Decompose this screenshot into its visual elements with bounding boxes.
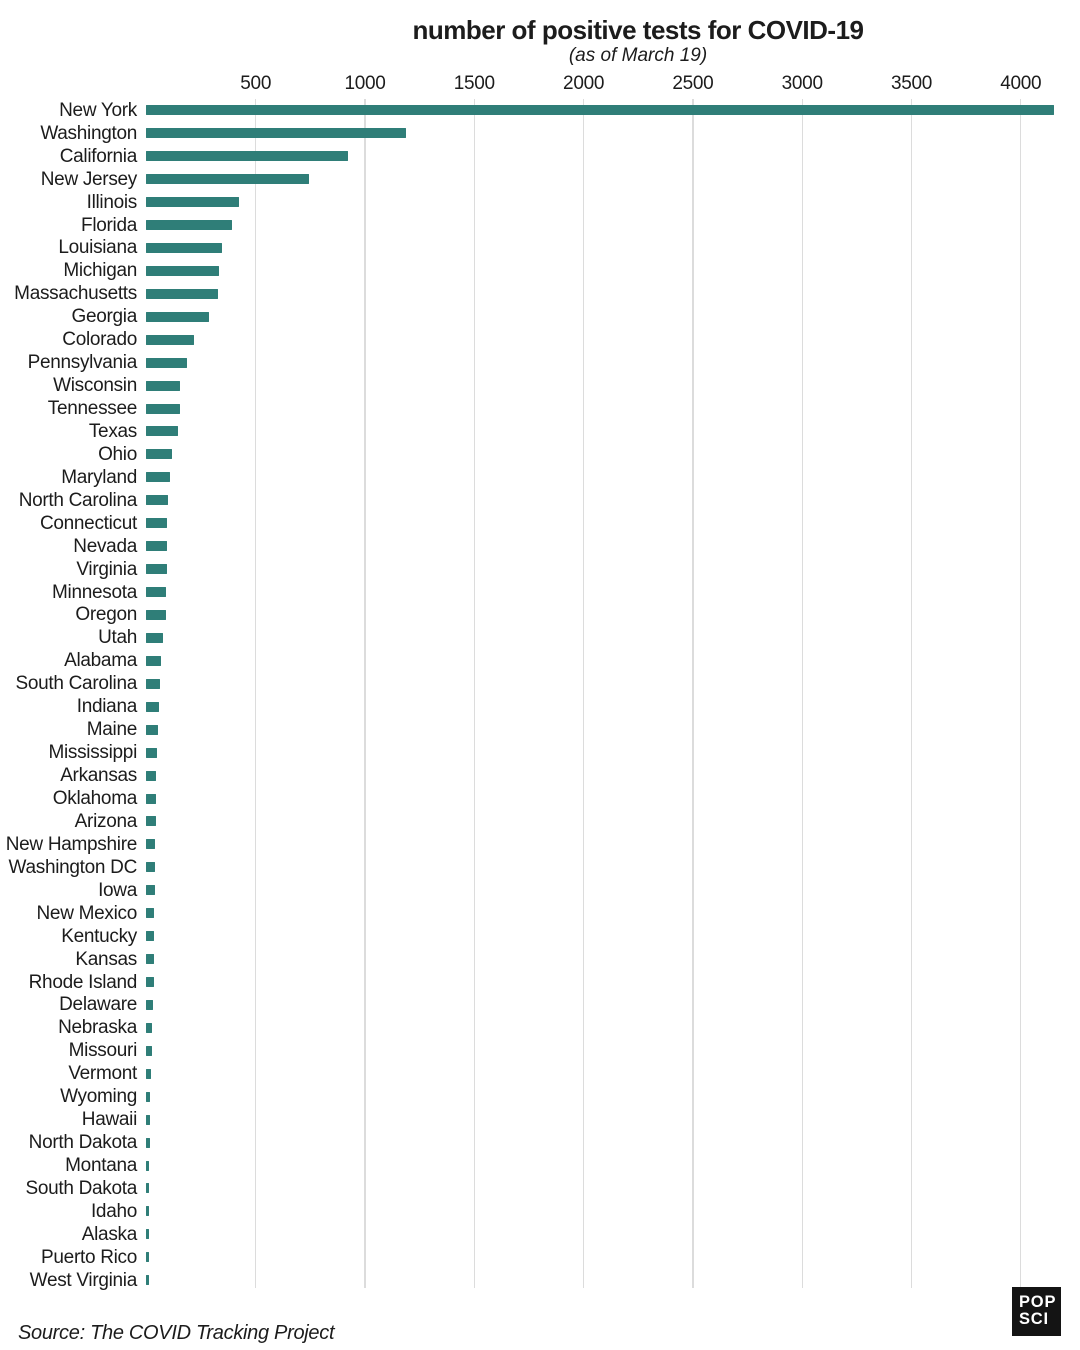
bar [146, 794, 156, 804]
bar [146, 610, 165, 620]
chart-title: number of positive tests for COVID-19 [412, 15, 864, 45]
bar-label: Colorado [62, 329, 137, 351]
bar [146, 656, 161, 666]
bar-label: New Mexico [36, 902, 137, 924]
bar-label: Kansas [75, 948, 137, 970]
bar-label: Washington DC [8, 856, 137, 878]
source-credit: Source: The COVID Tracking Project [18, 1322, 335, 1344]
bar-label: Washington [40, 122, 137, 144]
gridline [255, 99, 256, 1288]
bar [146, 1275, 148, 1285]
bar [146, 839, 155, 849]
bar-label: West Virginia [29, 1269, 137, 1291]
bar-label: South Dakota [25, 1177, 137, 1199]
bar [146, 564, 167, 574]
bar [146, 862, 155, 872]
x-axis-tick-label: 1500 [453, 73, 495, 94]
bar-label: Michigan [63, 260, 137, 282]
bar-label: Wisconsin [53, 375, 137, 397]
x-axis-tick-label: 1000 [344, 73, 386, 94]
bar [146, 197, 238, 207]
bar [146, 725, 157, 735]
bar-label: New Hampshire [5, 833, 137, 855]
bar [146, 381, 180, 391]
bar-label: Massachusetts [14, 283, 137, 305]
bar-label: Alabama [64, 650, 137, 672]
bar [146, 748, 157, 758]
bar [146, 908, 154, 918]
gridline [802, 99, 803, 1288]
bar-label: New York [59, 99, 137, 121]
bar-label: Nevada [73, 535, 137, 557]
bar-label: Mississippi [48, 742, 137, 764]
bar-label: Indiana [76, 696, 137, 718]
bar [146, 266, 219, 276]
bar-label: Rhode Island [28, 971, 137, 993]
bar-label: Florida [81, 214, 137, 236]
bar-label: Ohio [98, 443, 137, 465]
bar [146, 1023, 152, 1033]
bar [146, 1000, 153, 1010]
bar-label: Minnesota [52, 581, 137, 603]
bar [146, 633, 163, 643]
bar-label: Montana [65, 1155, 137, 1177]
x-axis-tick-label: 2000 [563, 73, 605, 94]
bar-label: Missouri [68, 1040, 137, 1062]
bar [146, 816, 156, 826]
bar-label: Maine [86, 719, 137, 741]
popsci-logo-line1: POP [1019, 1293, 1057, 1311]
bar-label: Tennessee [47, 398, 137, 420]
gridline [911, 99, 912, 1288]
bar-label: Kentucky [61, 925, 137, 947]
bar-label: Oregon [75, 604, 137, 626]
bar-label: Pennsylvania [27, 352, 137, 374]
bar-label: Illinois [86, 191, 137, 213]
bar-label: Texas [88, 420, 137, 442]
bar [146, 335, 193, 345]
bar [146, 449, 172, 459]
bar [146, 1115, 149, 1125]
gridline [364, 99, 365, 1288]
gridline [583, 99, 584, 1288]
bar-label: Alaska [81, 1223, 137, 1245]
bar [146, 174, 308, 184]
bar [146, 518, 167, 528]
bar [146, 1138, 149, 1148]
popsci-logo [1012, 1287, 1061, 1336]
chart-subtitle: (as of March 19) [568, 45, 708, 66]
bar-label: California [59, 145, 137, 167]
bar-label: Iowa [98, 879, 137, 901]
x-axis-tick-label: 3000 [781, 73, 823, 94]
bar [146, 495, 167, 505]
bar-label: Vermont [68, 1063, 137, 1085]
bar [146, 587, 165, 597]
bar-label: Arizona [74, 810, 137, 832]
bar-label: North Carolina [18, 489, 137, 511]
bar-label: Nebraska [58, 1017, 137, 1039]
gridline [1020, 99, 1021, 1288]
bar [146, 358, 186, 368]
popsci-logo-line2: SCI [1019, 1310, 1049, 1328]
bar [146, 128, 405, 138]
bar [146, 404, 180, 414]
bar-label: Delaware [59, 994, 137, 1016]
bar [146, 472, 169, 482]
bar [146, 1252, 148, 1262]
bar-label: New Jersey [40, 168, 137, 190]
bar-label: Idaho [90, 1200, 137, 1222]
gridline [692, 99, 693, 1288]
bar [146, 243, 222, 253]
bar [146, 702, 158, 712]
gridline [474, 99, 475, 1288]
x-axis-tick-label: 4000 [1000, 73, 1042, 94]
bar [146, 105, 1054, 115]
bar [146, 426, 177, 436]
bar-label: Maryland [61, 466, 137, 488]
bar-label: Hawaii [81, 1109, 137, 1131]
x-axis-tick-label: 500 [240, 73, 272, 94]
bar [146, 541, 167, 551]
bar [146, 1183, 148, 1193]
bar [146, 771, 156, 781]
bar-label: Virginia [76, 558, 137, 580]
bar-label: Utah [98, 627, 137, 649]
bar [146, 679, 159, 689]
bar [146, 312, 209, 322]
bar [146, 931, 154, 941]
bar-label: North Dakota [28, 1132, 137, 1154]
bar-label: Connecticut [39, 512, 137, 534]
bar [146, 1069, 151, 1079]
bar [146, 885, 154, 895]
x-axis-tick-label: 3500 [890, 73, 933, 94]
bar [146, 1046, 151, 1056]
bar [146, 1229, 148, 1239]
x-axis-tick-label: 2500 [672, 73, 714, 94]
bar-label: Oklahoma [52, 788, 137, 809]
bar-label: South Carolina [15, 673, 137, 695]
bar [146, 289, 218, 299]
bar [146, 977, 153, 987]
bar-label: Wyoming [60, 1086, 137, 1108]
bar [146, 954, 153, 964]
bar-label: Georgia [71, 306, 137, 328]
bar [146, 220, 231, 230]
bar-label: Arkansas [60, 765, 137, 787]
bar [146, 1092, 150, 1102]
bar-label: Louisiana [58, 237, 137, 259]
bar [146, 1161, 149, 1171]
bar-label: Puerto Rico [41, 1246, 137, 1268]
bar [146, 151, 348, 161]
bar [146, 1206, 148, 1216]
